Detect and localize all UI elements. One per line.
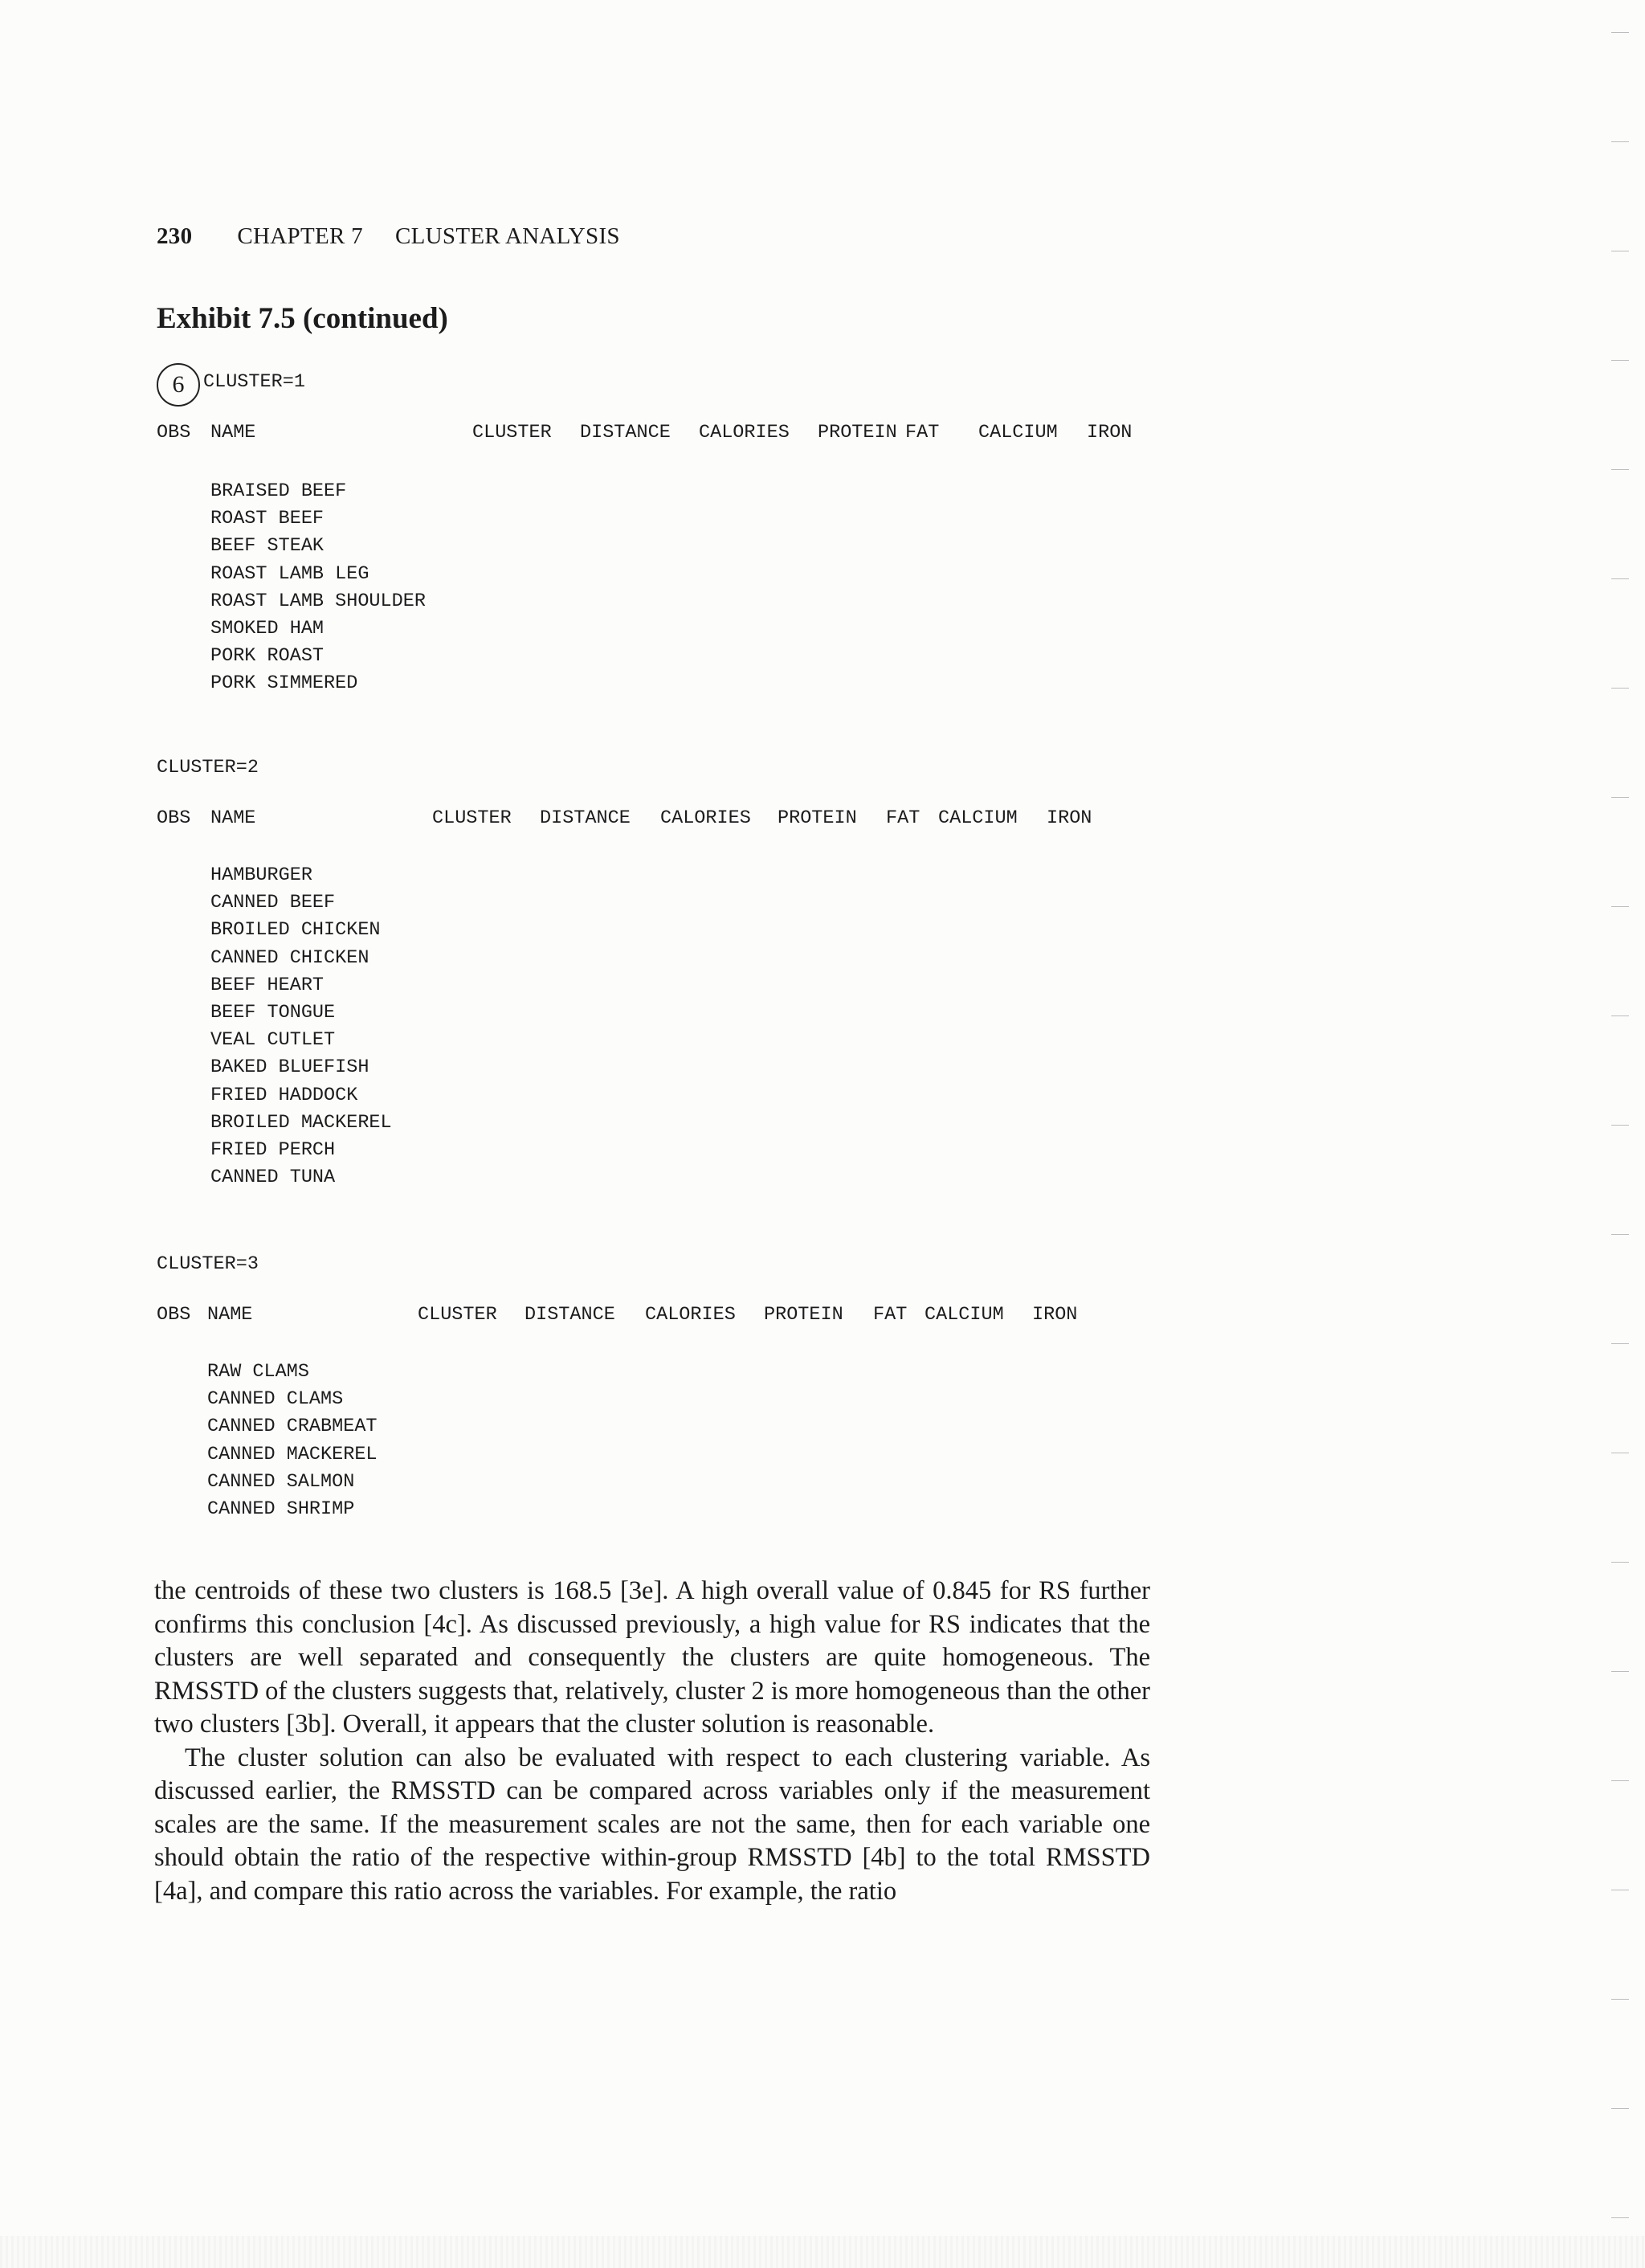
chapter-title: CLUSTER ANALYSIS [395, 223, 620, 249]
column-header: CALORIES [699, 422, 790, 443]
edge-tick [1611, 797, 1629, 798]
column-header: OBS [157, 422, 191, 443]
edge-tick [1611, 469, 1629, 470]
edge-tick [1611, 1780, 1629, 1781]
body-paragraph-2: The cluster solution can also be evaluated with respect to each clustering variable. As discussed earlier, the RMSSTD can be compared across variables only if the measurement scales are the same. If the measurement scales are not the same, then for each variable one should obtain the ratio of the respective within-group RMSSTD [4b] to the total RMSSTD [4a], and compare this ratio across the variables. For example, the ratio [154, 1743, 1150, 1906]
edge-tick [1611, 1671, 1629, 1672]
column-header: IRON [1047, 807, 1092, 829]
table-cell: CANNED SALMON [207, 1470, 355, 1493]
column-header: CALCIUM [925, 1304, 1004, 1326]
table-cell: CANNED SHRIMP [207, 1498, 355, 1520]
edge-tick [1611, 1234, 1629, 1235]
edge-tick [1611, 1343, 1629, 1344]
column-header: OBS [157, 1304, 191, 1326]
edge-tick [1611, 1125, 1629, 1126]
table-cell: BAKED BLUEFISH [210, 1056, 369, 1079]
column-header: IRON [1032, 1304, 1078, 1326]
cluster-label: CLUSTER=3 [157, 1253, 259, 1275]
table-cell: CANNED BEEF [210, 892, 336, 914]
column-header: CALCIUM [938, 807, 1018, 829]
table-cell: BEEF HEART [210, 974, 325, 996]
table-cell: BROILED CHICKEN [210, 919, 381, 942]
table-cell: FRIED PERCH [210, 1139, 336, 1161]
table-cell: CANNED CLAMS [207, 1388, 344, 1411]
edge-tick [1611, 141, 1629, 142]
chapter-label: CHAPTER 7 [237, 223, 363, 249]
table-cell: VEAL CUTLET [210, 1029, 336, 1052]
table-cell: BROILED MACKEREL [210, 1111, 392, 1134]
page-header [157, 223, 620, 250]
edge-tick [1611, 32, 1629, 33]
column-header: NAME [207, 1304, 253, 1326]
table-cell: CANNED CRABMEAT [207, 1416, 378, 1438]
column-header: CLUSTER [472, 422, 552, 443]
table-cell: SMOKED HAM [210, 618, 325, 640]
cluster-label: CLUSTER=2 [157, 757, 259, 778]
table-cell: CANNED TUNA [210, 1167, 336, 1189]
edge-tick [1611, 1999, 1629, 2000]
cluster-label: CLUSTER=1 [203, 371, 305, 393]
column-header: IRON [1087, 422, 1133, 443]
body-paragraph-1: the centroids of these two clusters is 168.5 [3e]. A high overall value of 0.845 for RS further confirms this conclusion [4c]. As discussed previously, a high value for RS indicates that the clusters are well separated and consequently the clusters are quite homogeneous. The RMSSTD of the clusters suggests that, relatively, cluster 2 is more homogeneous than the other two clusters [3b]. Overall, it appears that the cluster solution is reasonable. [154, 1576, 1150, 1739]
column-header: CALORIES [660, 807, 751, 829]
column-header: CLUSTER [432, 807, 512, 829]
edge-tick [1611, 2217, 1629, 2218]
table-cell: ROAST LAMB SHOULDER [210, 590, 426, 612]
table-cell: ROAST LAMB LEG [210, 562, 369, 585]
column-header: FAT [905, 422, 940, 443]
column-header: CLUSTER [418, 1304, 497, 1326]
edge-tick [1611, 688, 1629, 689]
column-header: DISTANCE [525, 1304, 615, 1326]
edge-tick [1611, 906, 1629, 907]
column-header: FAT [886, 807, 920, 829]
column-header: PROTEIN [778, 807, 857, 829]
column-header: CALORIES [645, 1304, 736, 1326]
column-header: DISTANCE [540, 807, 631, 829]
edge-tick [1611, 2108, 1629, 2109]
column-header: PROTEIN [764, 1304, 843, 1326]
table-cell: CANNED CHICKEN [210, 946, 369, 969]
edge-tick [1611, 578, 1629, 579]
column-header: NAME [210, 807, 256, 829]
exhibit-title: Exhibit 7.5 (continued) [157, 302, 448, 335]
page-number: 230 [157, 223, 193, 249]
table-cell: BEEF STEAK [210, 535, 325, 558]
edge-tick [1611, 1015, 1629, 1016]
page-edge-marks [1597, 0, 1645, 2268]
body-text [154, 1575, 1150, 1908]
scan-noise [0, 2236, 1645, 2268]
table-cell: FRIED HADDOCK [210, 1084, 358, 1106]
circled-marker: 6 [157, 363, 200, 407]
table-cell: BEEF TONGUE [210, 1002, 336, 1024]
table-cell: HAMBURGER [210, 864, 312, 886]
column-header: DISTANCE [580, 422, 671, 443]
column-header: PROTEIN [818, 422, 897, 443]
table-cell: PORK SIMMERED [210, 672, 358, 695]
column-header: NAME [210, 422, 256, 443]
column-header: OBS [157, 807, 191, 829]
table-cell: BRAISED BEEF [210, 480, 347, 502]
table-cell: ROAST BEEF [210, 508, 325, 530]
edge-tick [1611, 360, 1629, 361]
table-cell: PORK ROAST [210, 645, 325, 668]
table-cell: RAW CLAMS [207, 1361, 309, 1383]
column-header: CALCIUM [978, 422, 1058, 443]
edge-tick [1611, 1562, 1629, 1563]
table-cell: CANNED MACKEREL [207, 1443, 378, 1465]
column-header: FAT [873, 1304, 908, 1326]
